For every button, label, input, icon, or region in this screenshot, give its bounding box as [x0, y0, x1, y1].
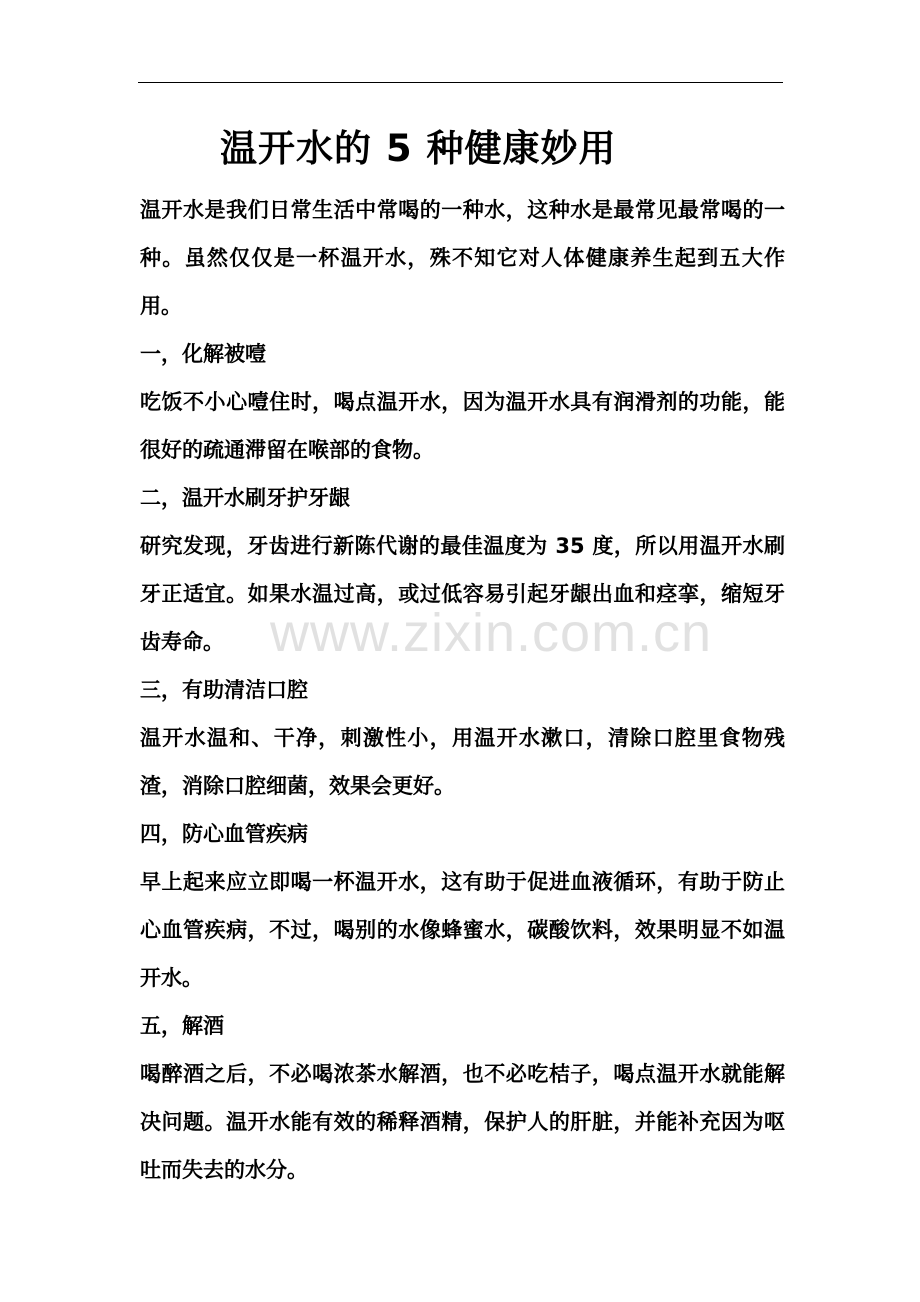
document-body [140, 186, 785, 1194]
section-3 [140, 666, 785, 810]
section-body: 吃饭不小心噎住时，喝点温开水，因为温开水具有润滑剂的功能，能很好的疏通滞留在喉部的食物。 [140, 390, 785, 462]
section-heading: 五，解酒 [140, 1014, 224, 1038]
section-body: 研究发现，牙齿进行新陈代谢的最佳温度为 35 度，所以用温开水刷牙正适宜。如果水温过高，或过低容易引起牙龈出血和痉挛，缩短牙齿寿命。 [140, 534, 785, 654]
section-heading: 二，温开水刷牙护牙龈 [140, 486, 350, 510]
section-1 [140, 330, 785, 474]
document-title: 温开水的 5 种健康妙用 [220, 127, 617, 170]
section-heading: 四，防心血管疾病 [140, 822, 308, 846]
section-2 [140, 474, 785, 666]
intro-paragraph: 温开水是我们日常生活中常喝的一种水，这种水是最常见最常喝的一种。虽然仅仅是一杯温开水，殊不知它对人体健康养生起到五大作用。 [140, 198, 785, 318]
section-4 [140, 810, 785, 1002]
section-heading: 一，化解被噎 [140, 342, 266, 366]
section-body: 早上起来应立即喝一杯温开水，这有助于促进血液循环，有助于防止心血管疾病，不过，喝别的水像蜂蜜水，碳酸饮料，效果明显不如温开水。 [140, 870, 785, 990]
section-body: 喝醉酒之后，不必喝浓茶水解酒，也不必吃桔子，喝点温开水就能解决问题。温开水能有效的稀释酒精，保护人的肝脏，并能补充因为呕吐而失去的水分。 [140, 1062, 785, 1182]
section-heading: 三，有助清洁口腔 [140, 678, 308, 702]
site-watermark: www.zixin.com.cn [270, 603, 713, 663]
section-body: 温开水温和、干净，刺激性小，用温开水漱口，清除口腔里食物残渣，消除口腔细菌，效果会更好。 [140, 726, 785, 798]
header-rule [138, 82, 783, 83]
section-5 [140, 1002, 785, 1194]
